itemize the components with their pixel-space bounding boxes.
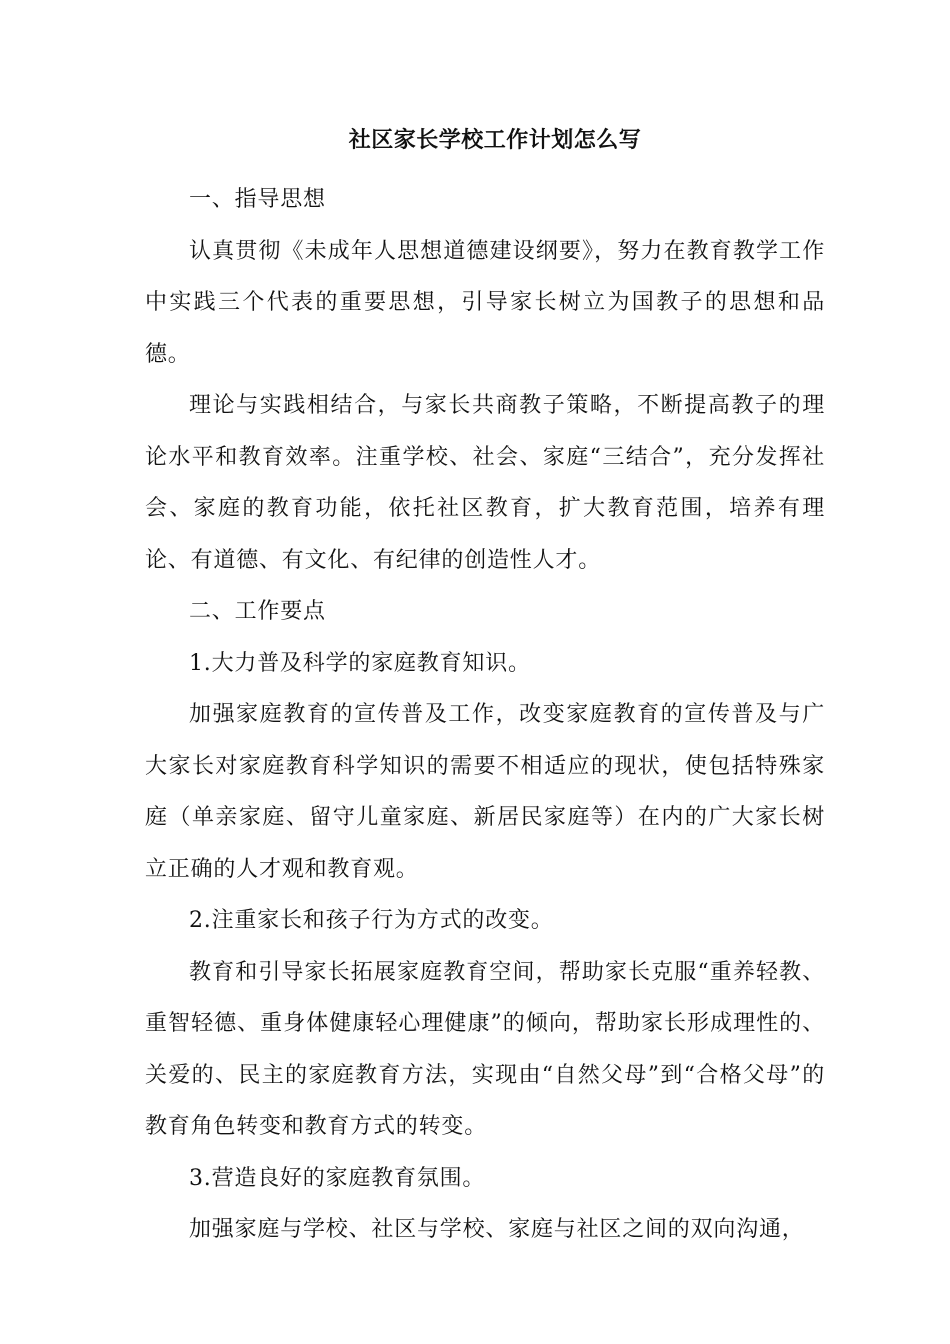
- paragraph-promotion: 加强家庭教育的宣传普及工作，改变家庭教育的宣传普及与广大家长对家庭教育科学知识的需要不相适应的现状，使包括特殊家庭（单亲家庭、留守儿童家庭、新居民家庭等）在内的广大家长树立正确的人才观和教育观。: [145, 702, 825, 882]
- paragraph-implement-outline: 认真贯彻《未成年人思想道德建设纲要》，努力在教育教学工作中实践三个代表的重要思想，引导家长树立为国教子的思想和品德。: [145, 238, 825, 367]
- item-heading-3: 3.营造良好的家庭教育氛围。: [189, 1165, 486, 1191]
- paragraph-theory-practice: 理论与实践相结合，与家长共商教子策略，不断提高教子的理论水平和教育效率。注重学校、社会、家庭“三结合”，充分发挥社会、家庭的教育功能，依托社区教育，扩大教育范围，培养有理论、有道德、有文化、有纪律的创造性人才。: [145, 393, 825, 573]
- paragraph-communication: 加强家庭与学校、社区与学校、家庭与社区之间的双向沟通，: [189, 1217, 805, 1242]
- item-heading-1: 1.大力普及科学的家庭教育知识。: [189, 650, 531, 676]
- document-body: [145, 174, 825, 1256]
- paragraph-guide-parents: 教育和引导家长拓展家庭教育空间，帮助家长克服“重养轻教、重智轻德、重身体健康轻心理健康”的倾向，帮助家长形成理性的、关爱的、民主的家庭教育方法，实现由“自然父母”到“合格父母”的教育角色转变和教育方式的转变。: [145, 959, 825, 1139]
- section-heading-guiding-ideology: 一、指导思想: [189, 187, 326, 212]
- item-heading-2: 2.注重家长和孩子行为方式的改变。: [189, 908, 554, 933]
- document-title: 社区家长学校工作计划怎么写: [348, 127, 642, 153]
- section-heading-work-points: 二、工作要点: [189, 599, 326, 624]
